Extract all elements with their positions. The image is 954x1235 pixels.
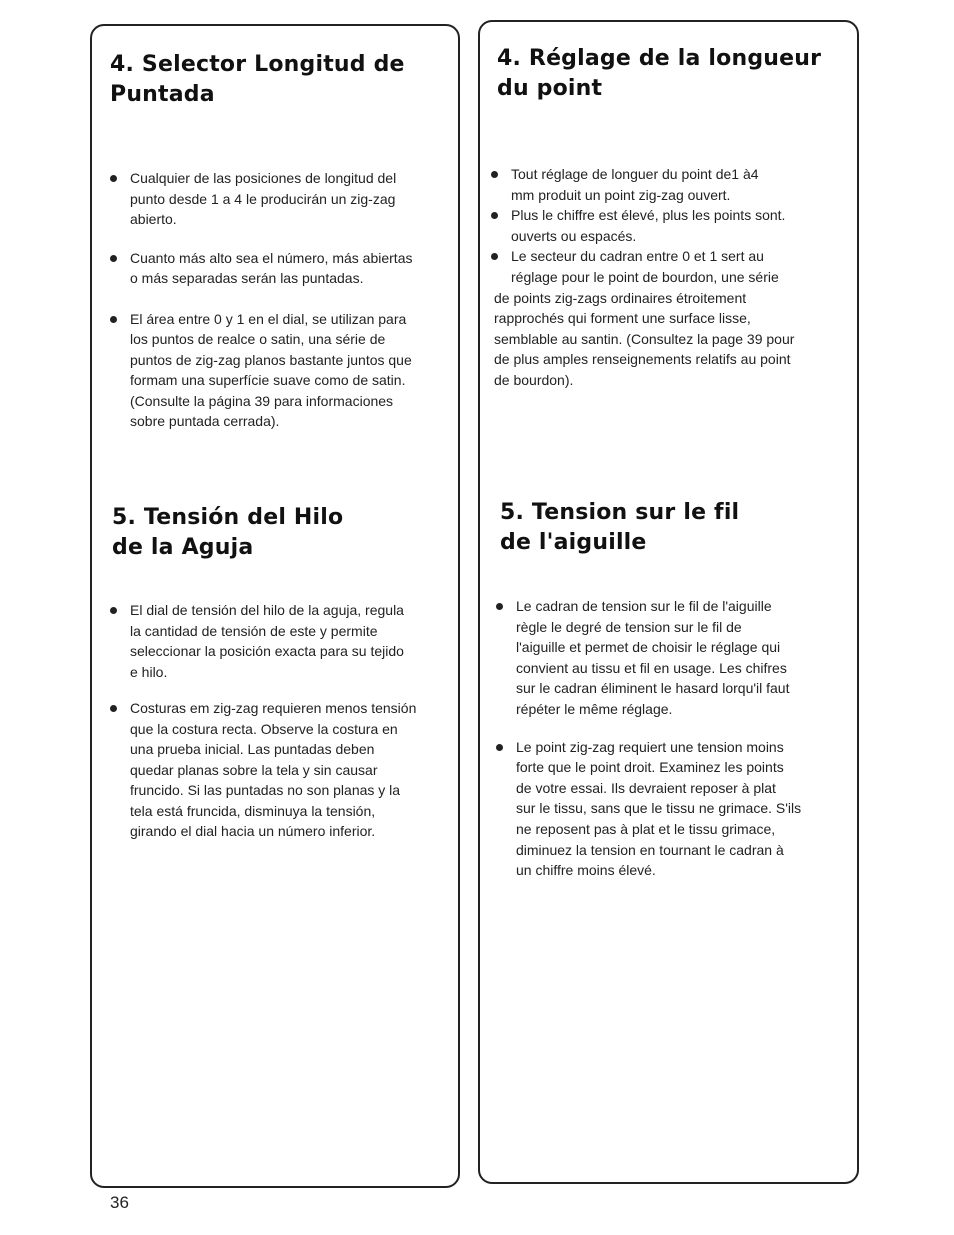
list-item: Costuras em zig-zag requieren menos tensión que la costura recta. Observe la costura en una prueba inicial. Las puntadas deben quedar planas sobre la tela y sin causar fruncido. Si las puntadas no son planas y la tela está fruncida, disminuya la tensión, girando el dial hacia un número inferior. <box>110 698 416 842</box>
bullet-icon <box>496 744 503 751</box>
list-item: Cualquier de las posiciones de longitud del punto desde 1 a 4 le producirán un zig-zag abierto. <box>110 168 412 230</box>
bullet-list-es-section-5 <box>110 600 416 842</box>
list-item: Cuanto más alto sea el número, más abiertas o más separadas serán las puntadas. <box>110 248 412 289</box>
page-number: 36 <box>110 1193 129 1212</box>
heading-fr-section-4: 4. Réglage de la longueur du point <box>497 46 822 101</box>
heading-es-section-4: 4. Selector Longitud de Puntada <box>110 52 405 107</box>
bullet-icon <box>491 212 498 219</box>
heading-es-section-5: 5. Tensión del Hilo de la Aguja <box>112 505 344 560</box>
bullet-icon <box>110 255 117 262</box>
list-item-continuation: de points zig-zags ordinaires étroitement rapprochés qui forment une surface lisse, semblable au santin. (Consultez la page 39 pour de plus amples renseignements relatifs au point de bourdon). <box>494 289 795 388</box>
bullet-list-es-section-4 <box>110 168 412 432</box>
list-item: Le point zig-zag requiert une tension moins forte que le point droit. Examinez les points de votre essai. Ils devraient reposer à plat sur le tissu, sans que le tissu ne grimace. S'ils ne reposent pas à plat et le tissu grimace, diminuez la tension en tournant le cadran à un chiffre moins élevé. <box>496 737 801 881</box>
bullet-icon <box>491 171 498 178</box>
bullet-list-fr-section-4 <box>491 164 794 391</box>
bullet-icon <box>496 603 503 610</box>
list-item: El dial de tensión del hilo de la aguja, regula la cantidad de tensión de este y permite seleccionar la posición exacta para su tejido e hilo. <box>110 600 416 682</box>
bullet-icon <box>110 705 117 712</box>
list-item: Tout réglage de longuer du point de1 à4 mm produit un point zig-zag ouvert. <box>491 164 794 205</box>
bullet-icon <box>110 316 117 323</box>
heading-fr-section-5: 5. Tension sur le fil de l'aiguille <box>500 500 740 555</box>
bullet-icon <box>110 175 117 182</box>
list-item: Plus le chiffre est élevé, plus les points sont. ouverts ou espacés. <box>491 205 794 246</box>
list-item: Le cadran de tension sur le fil de l'aiguille règle le degré de tension sur le fil de l'aiguille et permet de choisir le réglage qui convient au tissu et fil en usage. Les chifres sur le cadran éliminent le hasard lorqu'il faut répéter le même réglage. <box>496 596 801 720</box>
bullet-icon <box>491 253 498 260</box>
list-item: Le secteur du cadran entre 0 et 1 sert au réglage pour le point de bourdon, une série <box>491 246 794 287</box>
bullet-icon <box>110 607 117 614</box>
bullet-list-fr-section-5 <box>496 596 801 881</box>
list-item: El área entre 0 y 1 en el dial, se utilizan para los puntos de realce o satin, una série de puntos de zig-zag planos bastante juntos que formam una superfície suave como de satin. (Consulte la página 39 para informaciones sobre puntada cerrada). <box>110 309 412 432</box>
